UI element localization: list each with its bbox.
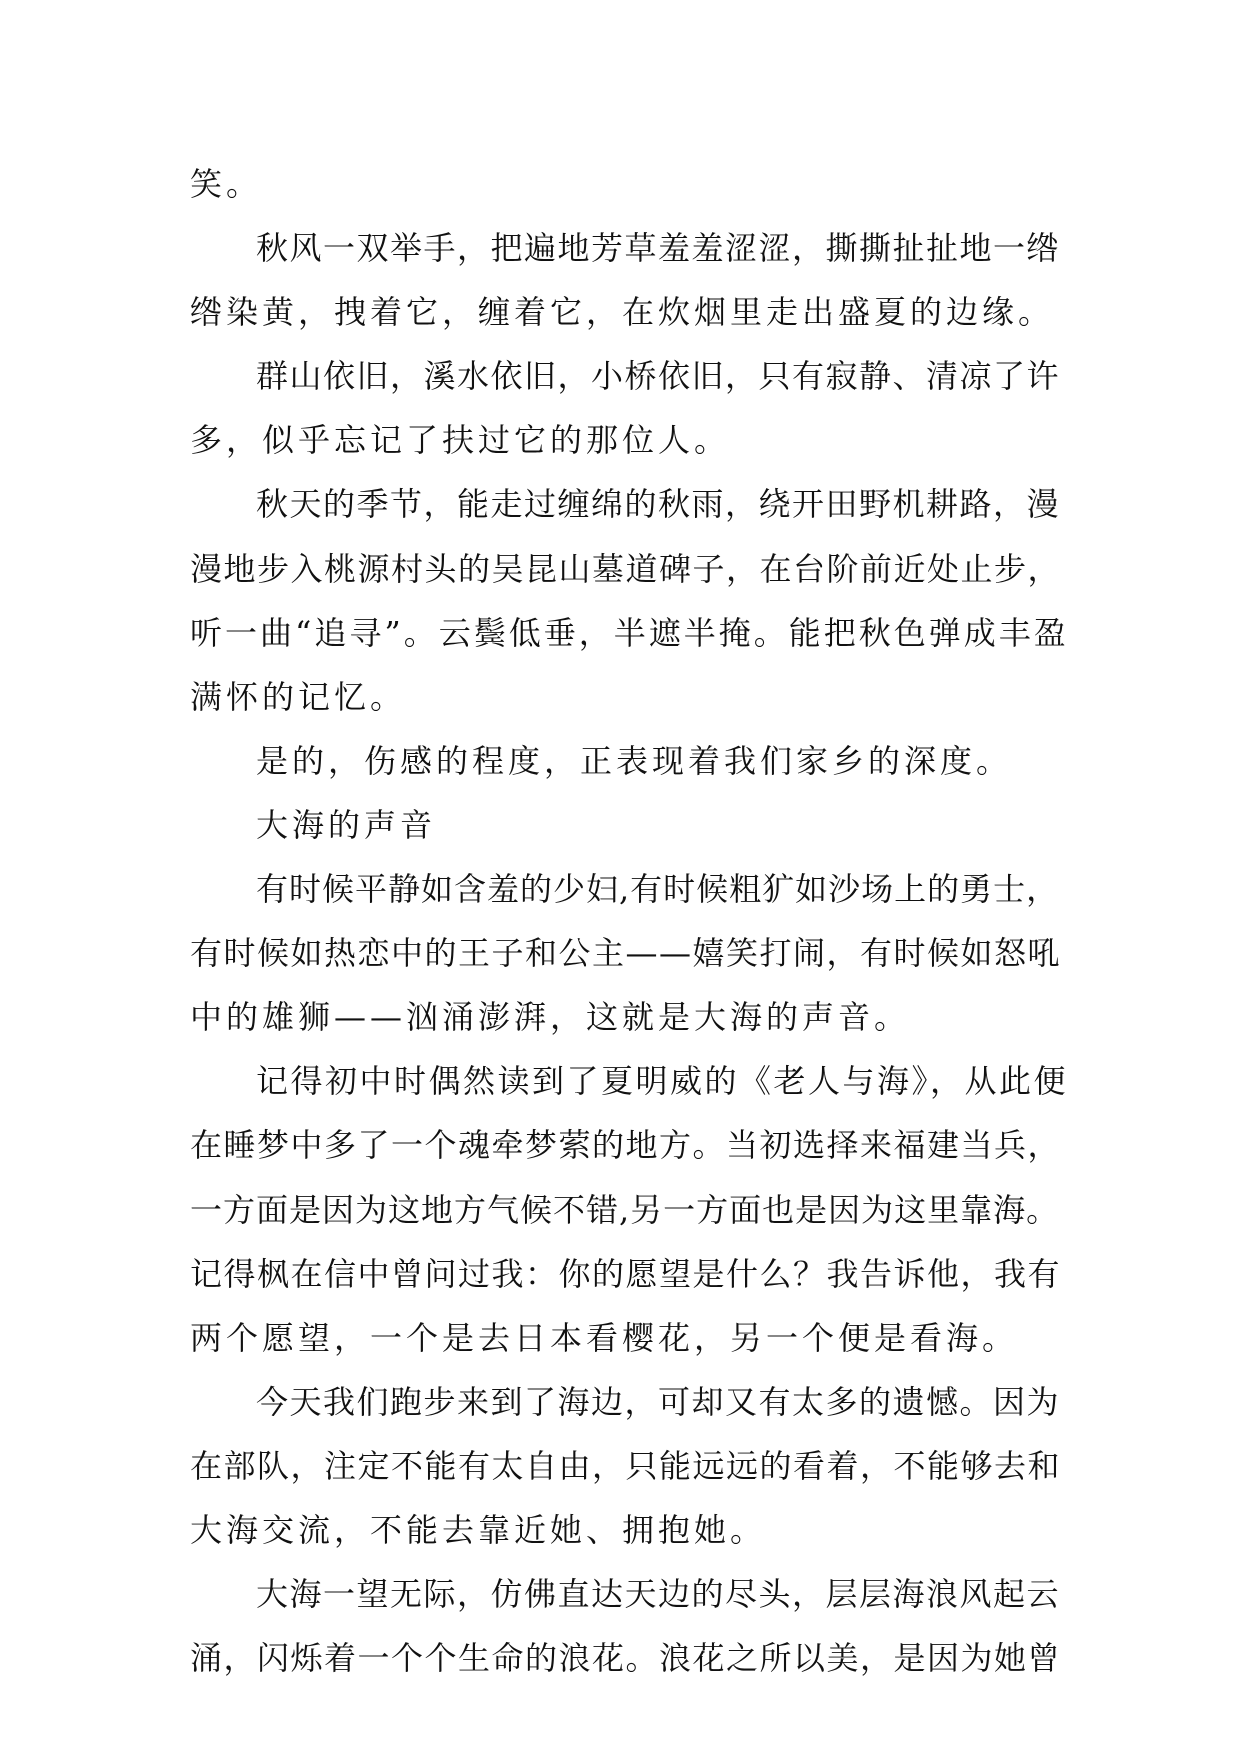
text-line: 满怀的记忆。 bbox=[190, 677, 407, 716]
text-line: 记得枫在信中曾问过我：你的愿望是什么？我告诉他，我有 bbox=[190, 1254, 1062, 1293]
text-line: 多，似乎忘记了扶过它的那位人。 bbox=[190, 421, 731, 460]
text-line: 群山依旧，溪水依旧，小桥依旧，只有寂静、清凉了许 bbox=[256, 357, 1061, 396]
text-line: 听一曲“追寻”。云鬓低垂，半遮半掩。能把秋色弹成丰盈 bbox=[190, 613, 1069, 652]
text-line: 今天我们跑步来到了海边，可却又有太多的遗憾。因为 bbox=[256, 1382, 1061, 1421]
text-line: 记得初中时偶然读到了夏明威的《老人与海》，从此便 bbox=[256, 1062, 1069, 1101]
text-line: 有时候平静如含羞的少妇,有时候粗犷如沙场上的勇士， bbox=[256, 870, 1060, 909]
text-line: 有时候如热恋中的王子和公主——嬉笑打闹，有时候如怒吼 bbox=[190, 934, 1062, 973]
text-line: 在睡梦中多了一个魂牵梦萦的地方。当初选择来福建当兵， bbox=[190, 1126, 1062, 1165]
text-line: 绺染黄，拽着它，缠着它，在炊烟里走出盛夏的边缘。 bbox=[190, 293, 1055, 332]
text-line: 漫地步入桃源村头的吴昆山墓道碑子，在台阶前近处止步， bbox=[190, 549, 1062, 588]
text-line: 中的雄狮——汹涌澎湃，这就是大海的声音。 bbox=[190, 998, 911, 1037]
document-body bbox=[190, 152, 1069, 1690]
text-line: 涌，闪烁着一个个生命的浪花。浪花之所以美，是因为她曾 bbox=[190, 1639, 1062, 1678]
text-line: 秋风一双举手，把遍地芳草羞羞涩涩，撕撕扯扯地一绺 bbox=[256, 229, 1061, 268]
text-line: 大海的声音 bbox=[256, 805, 437, 844]
text-line: 在部队，注定不能有太自由，只能远远的看着，不能够去和 bbox=[190, 1446, 1062, 1485]
text-line: 两个愿望，一个是去日本看樱花，另一个便是看海。 bbox=[190, 1318, 1019, 1357]
text-line: 是的，伤感的程度，正表现着我们家乡的深度。 bbox=[256, 741, 1013, 780]
text-line: 笑。 bbox=[190, 165, 263, 203]
text-line: 大海一望无际，仿佛直达天边的尽头，层层海浪风起云 bbox=[256, 1575, 1061, 1614]
text-line: 大海交流，不能去靠近她、拥抱她。 bbox=[190, 1510, 767, 1549]
text-line: 秋天的季节，能走过缠绵的秋雨，绕开田野机耕路，漫 bbox=[256, 485, 1061, 524]
text-line: 一方面是因为这地方气候不错,另一方面也是因为这里靠海。 bbox=[190, 1190, 1060, 1229]
